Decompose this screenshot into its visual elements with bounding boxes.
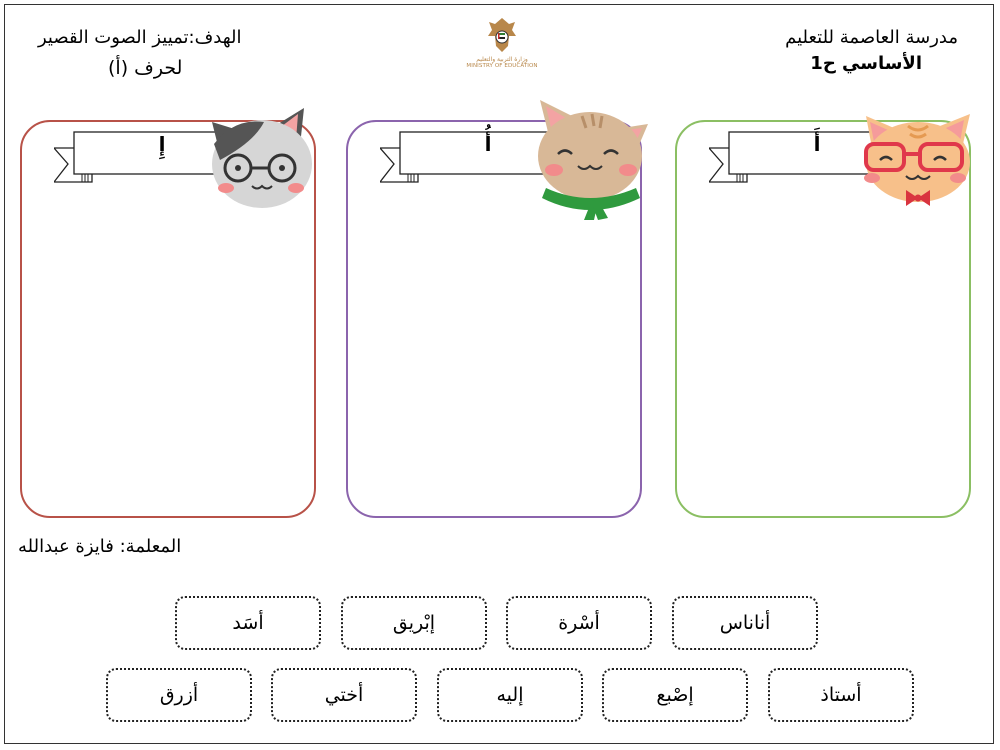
word-card[interactable]: إبْريق [341,596,487,650]
lesson-goal: الهدف:تمييز الصوت القصير [38,27,242,48]
ministry-name-en: MINISTRY OF EDUCATION [466,63,538,69]
orange-cat-icon [858,104,974,208]
teacher-name: المعلمة: فايزة عبدالله [18,536,182,557]
grade-label: الأساسي ح1 [810,53,922,74]
emblem-icon [485,16,519,54]
box-label-damma: أُ [484,132,492,156]
word-card[interactable]: أسَد [175,596,321,650]
ministry-name-ar: وزارة التربية والتعليم [476,56,528,63]
word-card[interactable]: أسْرة [506,596,652,650]
word-card[interactable]: أستاذ [768,668,914,722]
school-name: مدرسة العاصمة للتعليم [785,27,958,48]
word-card[interactable]: أختي [271,668,417,722]
box-label-kasra: إِ [158,132,166,156]
word-card[interactable]: إليه [437,668,583,722]
grey-cat-icon [208,104,318,212]
box-label-fatha: أَ [813,132,821,156]
word-card[interactable]: إصْبع [602,668,748,722]
word-card[interactable]: أزرق [106,668,252,722]
word-card[interactable]: أناناس [672,596,818,650]
ministry-logo [462,16,542,78]
lesson-goal-letter: لحرف (أ) [108,57,183,79]
tabby-cat-icon [534,96,652,222]
